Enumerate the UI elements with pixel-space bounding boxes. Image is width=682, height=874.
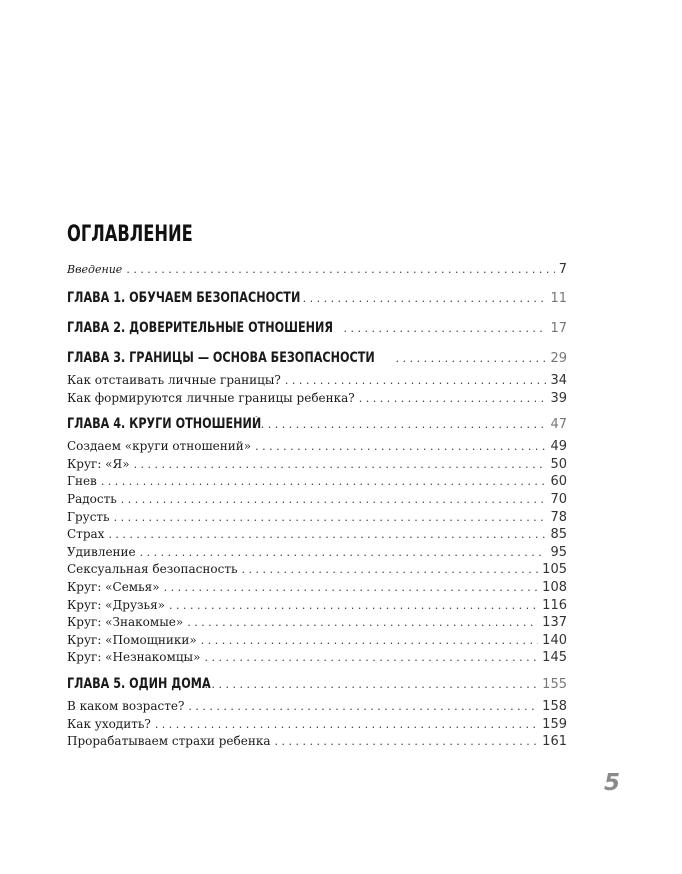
toc-entry-label: Радость <box>67 491 117 506</box>
dot-leader <box>169 599 538 612</box>
toc-entry-page: 60 <box>550 474 567 490</box>
toc-entry[interactable] <box>67 615 567 633</box>
toc-entry[interactable] <box>67 734 567 752</box>
toc-entry-label: Сексуальная безопасность <box>67 562 238 577</box>
toc-entry-label: Круг: «Помощники» <box>67 632 197 647</box>
toc-entry-page: 78 <box>550 509 567 525</box>
toc-entry[interactable] <box>67 717 567 735</box>
dot-leader <box>108 528 546 541</box>
toc-entry-page: 158 <box>542 698 567 714</box>
dot-leader <box>255 440 546 453</box>
toc-entry[interactable] <box>67 373 567 391</box>
dot-leader <box>164 581 539 594</box>
toc-chapter-4[interactable] <box>67 416 567 438</box>
toc-entry-intro[interactable] <box>67 262 567 282</box>
toc-entry-page: 49 <box>550 439 567 455</box>
toc-entry-page: 116 <box>542 597 567 613</box>
toc-entry-label: Круг: «Знакомые» <box>67 615 184 630</box>
toc-chapter-page: 29 <box>550 351 567 366</box>
toc-entry-label: Введение <box>67 263 123 276</box>
toc-entry-label: Как формируются личные границы ребенка? <box>67 390 355 405</box>
toc-entry-label: Создаем «круги отношений» <box>67 439 252 454</box>
dot-leader <box>303 292 547 305</box>
page-title: ОГЛАВЛЕНИЕ <box>67 222 193 247</box>
toc-chapter-1[interactable] <box>67 290 567 312</box>
dot-leader <box>204 651 538 664</box>
dot-leader <box>126 263 554 276</box>
toc-entry[interactable] <box>67 633 567 651</box>
toc-entry[interactable] <box>67 650 567 668</box>
dot-leader <box>188 700 538 713</box>
dot-leader <box>274 735 538 748</box>
toc-entry-page: 85 <box>550 527 567 543</box>
toc-chapter-label: ГЛАВА 5. ОДИН ДОМА <box>67 675 211 692</box>
dot-leader <box>254 418 547 431</box>
toc-entry[interactable] <box>67 391 567 409</box>
dot-leader <box>396 352 547 365</box>
toc-entry[interactable] <box>67 562 567 580</box>
toc-entry[interactable] <box>67 439 567 457</box>
toc-entry[interactable] <box>67 580 567 598</box>
toc-entry-page: 39 <box>550 390 567 406</box>
toc-entry-page: 34 <box>550 373 567 388</box>
toc-entry-page: 137 <box>542 615 567 631</box>
dot-leader <box>285 374 547 387</box>
dot-leader <box>191 678 539 691</box>
dot-leader <box>187 616 538 629</box>
dot-leader <box>155 718 538 731</box>
toc-chapter-page: 155 <box>542 676 567 692</box>
toc-entry-label: Круг: «Семья» <box>67 579 160 594</box>
toc-chapter-5[interactable] <box>67 676 567 698</box>
toc-entry[interactable] <box>67 510 567 528</box>
toc-entry-label: Круг: «Незнакомцы» <box>67 650 201 665</box>
toc-chapter-page: 17 <box>550 321 567 336</box>
toc-chapter-3[interactable] <box>67 350 567 372</box>
dot-leader <box>140 546 547 559</box>
toc-entry-page: 108 <box>542 579 567 595</box>
toc-chapter-label: ГЛАВА 4. КРУГИ ОТНОШЕНИЙ <box>67 416 262 433</box>
toc-entry-label: Как отстаивать личные границы? <box>67 373 281 387</box>
toc-entry[interactable] <box>67 699 567 717</box>
toc-entry-page: 70 <box>550 491 567 507</box>
toc-entry-label: Прорабатываем страхи ребенка <box>67 734 271 749</box>
toc-entry-page: 145 <box>542 650 567 666</box>
toc-entry-label: Как уходить? <box>67 716 151 731</box>
toc-entry-label: Гнев <box>67 474 97 489</box>
toc-chapter-label: ГЛАВА 1. ОБУЧАЕМ БЕЗОПАСНОСТИ <box>67 290 301 306</box>
toc-entry-label: Грусть <box>67 509 110 524</box>
toc-entry[interactable] <box>67 457 567 475</box>
dot-leader <box>242 563 539 576</box>
dot-leader <box>114 511 547 524</box>
toc-entry-page: 161 <box>542 734 567 750</box>
toc-entry-label: Круг: «Друзья» <box>67 597 166 612</box>
toc-entry-page: 95 <box>550 544 567 560</box>
toc-entry-page: 140 <box>542 632 567 648</box>
page-number: 5 <box>604 770 621 796</box>
toc-chapter-label: ГЛАВА 2. ДОВЕРИТЕЛЬНЫЕ ОТНОШЕНИЯ <box>67 320 333 336</box>
toc-entry-label: В каком возрасте? <box>67 698 185 713</box>
toc-entry-label: Страх <box>67 527 105 542</box>
toc-entry[interactable] <box>67 598 567 616</box>
toc-chapter-label: ГЛАВА 3. ГРАНИЦЫ — ОСНОВА БЕЗОПАСНОСТИ <box>67 350 375 366</box>
toc-entry-page: 50 <box>550 456 567 472</box>
toc-entry-page: 7 <box>558 262 567 277</box>
dot-leader <box>344 322 547 335</box>
toc-entry-label: Круг: «Я» <box>67 456 130 471</box>
dot-leader <box>201 634 538 647</box>
toc-entry-page: 159 <box>542 716 567 732</box>
dot-leader <box>121 493 547 506</box>
toc-entry[interactable] <box>67 545 567 563</box>
dot-leader <box>359 392 547 405</box>
toc-chapter-2[interactable] <box>67 320 567 342</box>
toc-chapter-page: 47 <box>550 417 567 433</box>
toc-entry[interactable] <box>67 527 567 545</box>
toc-entry[interactable] <box>67 474 567 492</box>
table-of-contents <box>67 262 567 752</box>
dot-leader <box>101 475 547 488</box>
toc-entry[interactable] <box>67 492 567 510</box>
toc-entry-label: Удивление <box>67 544 136 559</box>
toc-entry-page: 105 <box>542 562 567 578</box>
toc-chapter-page: 11 <box>550 291 567 306</box>
dot-leader <box>134 458 547 471</box>
